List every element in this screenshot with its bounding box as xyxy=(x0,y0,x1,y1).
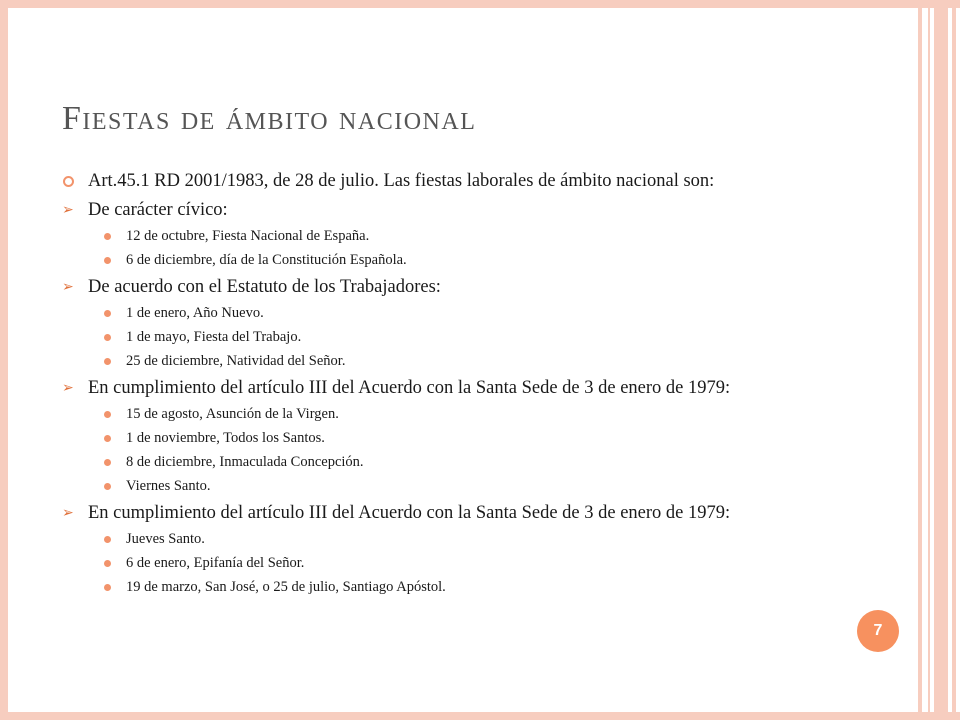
list-item-text: 8 de diciembre, Inmaculada Concepción. xyxy=(126,454,364,470)
list-item-text: 25 de diciembre, Natividad del Señor. xyxy=(126,353,346,369)
list-item-text: 15 de agosto, Asunción de la Virgen. xyxy=(126,406,339,422)
dot-bullet-icon xyxy=(104,257,111,264)
list-item-text: 1 de mayo, Fiesta del Trabajo. xyxy=(126,329,302,345)
stripe xyxy=(952,0,956,720)
stripe xyxy=(928,0,930,720)
list-item xyxy=(62,477,827,495)
list-item-text: 19 de marzo, San José, o 25 de julio, Santiago Apóstol. xyxy=(126,579,446,595)
list-item xyxy=(62,352,827,370)
list-item xyxy=(62,304,827,322)
dot-bullet-icon xyxy=(104,584,111,591)
list-item xyxy=(62,405,827,423)
group-heading xyxy=(62,379,827,398)
group-heading-text: De carácter cívico: xyxy=(88,200,228,220)
dot-bullet-icon xyxy=(104,483,111,490)
list-item-text: 1 de noviembre, Todos los Santos. xyxy=(126,430,325,446)
group-heading xyxy=(62,278,827,297)
arrow-bullet-icon: ➢ xyxy=(62,380,74,396)
group-heading-text: En cumplimiento del artículo III del Acuerdo con la Santa Sede de 3 de enero de 1979: xyxy=(88,503,731,523)
list-item xyxy=(62,227,827,245)
list-item xyxy=(62,328,827,346)
intro-text: Art.45.1 RD 2001/1983, de 28 de julio. Las fiestas laborales de ámbito nacional son: xyxy=(88,171,715,191)
dot-bullet-icon xyxy=(104,536,111,543)
ring-bullet-icon xyxy=(63,176,74,187)
arrow-bullet-icon: ➢ xyxy=(62,279,74,295)
group-heading-text: En cumplimiento del artículo III del Acuerdo con la Santa Sede de 3 de enero de 1979: xyxy=(88,378,731,398)
dot-bullet-icon xyxy=(104,435,111,442)
group-heading xyxy=(62,201,827,220)
dot-bullet-icon xyxy=(104,411,111,418)
list-item xyxy=(62,554,827,572)
dot-bullet-icon xyxy=(104,310,111,317)
list-item-text: 6 de diciembre, día de la Constitución Española. xyxy=(126,252,407,268)
list-item xyxy=(62,251,827,269)
list-item-text: Jueves Santo. xyxy=(126,531,205,547)
list-item-text: Viernes Santo. xyxy=(126,478,211,494)
group-heading-text: De acuerdo con el Estatuto de los Trabajadores: xyxy=(88,277,441,297)
intro-item xyxy=(62,172,827,191)
page-number-badge: 7 xyxy=(857,610,899,652)
dot-bullet-icon xyxy=(104,459,111,466)
dot-bullet-icon xyxy=(104,334,111,341)
group-heading xyxy=(62,504,827,523)
list-item xyxy=(62,429,827,447)
arrow-bullet-icon: ➢ xyxy=(62,505,74,521)
list-item xyxy=(62,578,827,596)
decorative-stripes xyxy=(916,0,960,720)
arrow-bullet-icon: ➢ xyxy=(62,202,74,218)
dot-bullet-icon xyxy=(104,358,111,365)
list-item-text: 12 de octubre, Fiesta Nacional de España. xyxy=(126,228,370,244)
list-item-text: 6 de enero, Epifanía del Señor. xyxy=(126,555,305,571)
list-item xyxy=(62,530,827,548)
dot-bullet-icon xyxy=(104,233,111,240)
slide-title: Fiestas de ámbito nacional xyxy=(62,100,477,137)
content-list xyxy=(62,172,827,602)
list-item xyxy=(62,453,827,471)
stripe xyxy=(918,0,922,720)
list-item-text: 1 de enero, Año Nuevo. xyxy=(126,305,264,321)
stripe xyxy=(934,0,948,720)
dot-bullet-icon xyxy=(104,560,111,567)
